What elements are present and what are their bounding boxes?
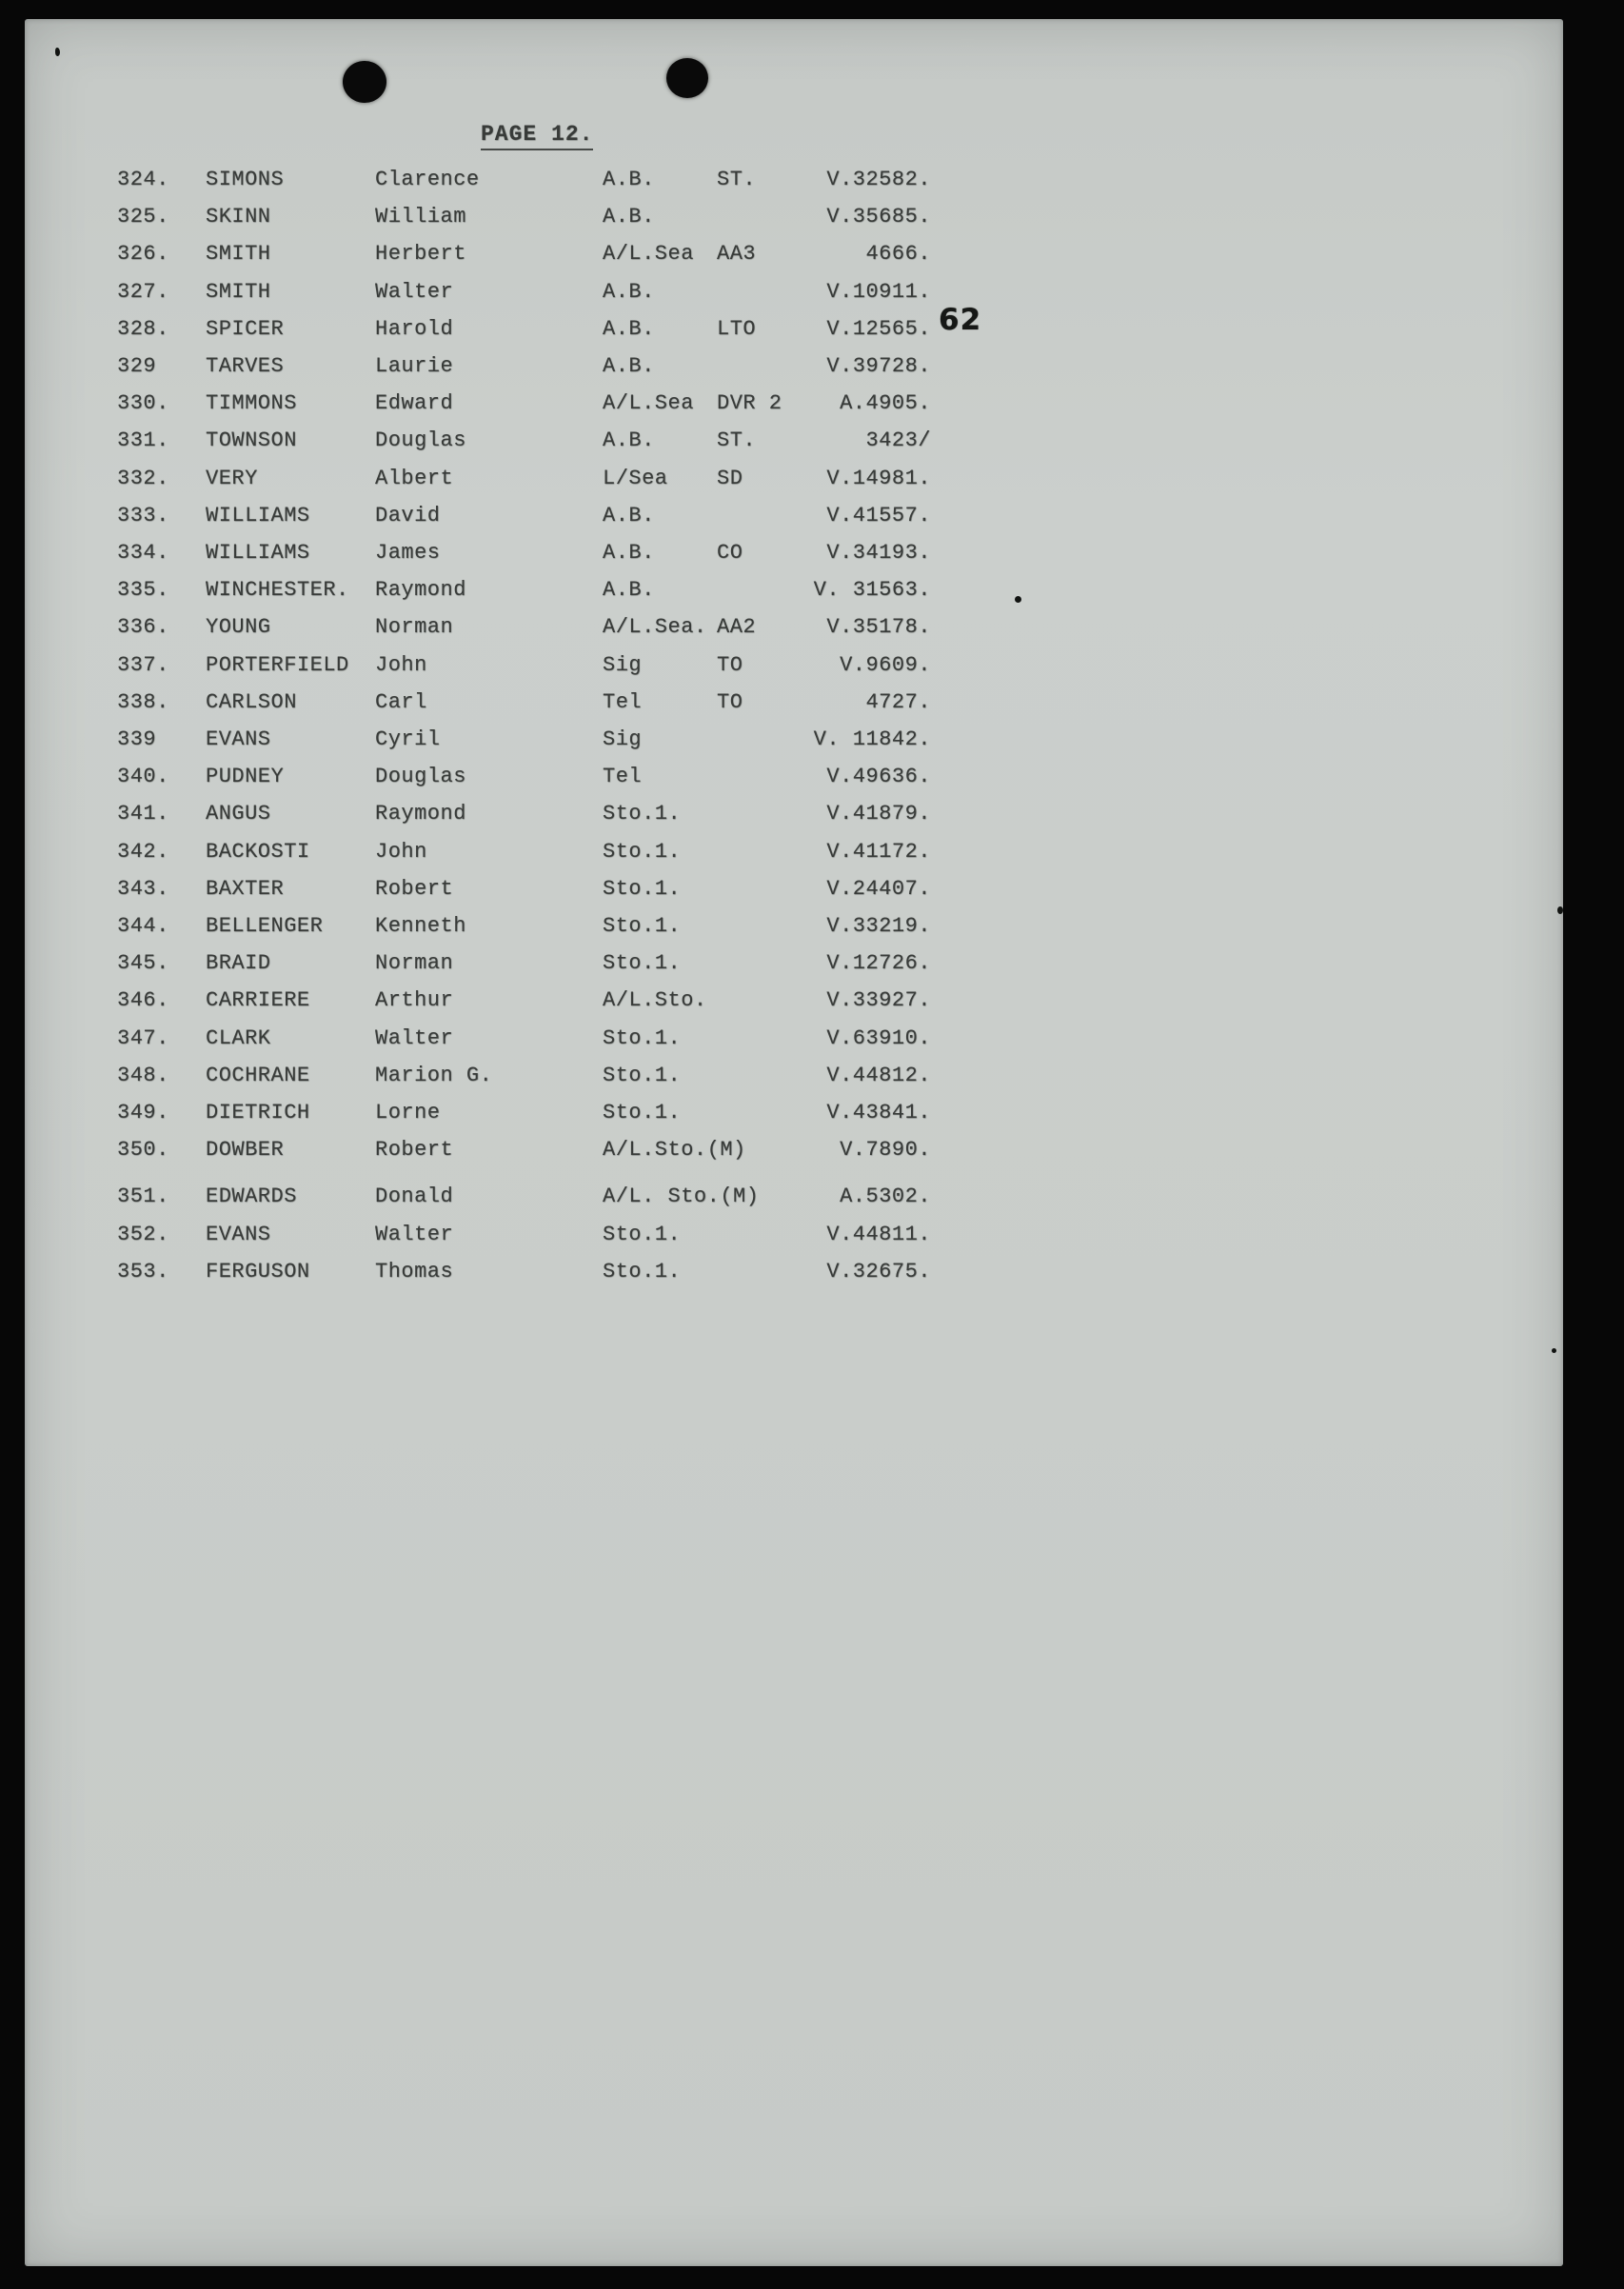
rank: A.B. [603,503,655,527]
service-number: 4666. [865,242,931,267]
table-row [25,951,1563,989]
surname: BRAID [206,951,271,976]
row-number: 347. [117,1025,169,1050]
surname: TOWNSON [206,428,297,453]
rank: A/L.Sea [603,391,694,416]
table-row [25,727,1563,766]
service-number: V.41172. [826,839,931,864]
first-name: Edward [375,391,454,416]
first-name: Cyril [375,727,441,751]
row-number: 338. [117,689,169,714]
surname: EVANS [206,1222,271,1246]
page-title: PAGE 12. [481,122,593,150]
first-name: James [375,541,441,565]
rank: Sto.1. [603,1259,682,1284]
first-name: Thomas [375,1259,454,1284]
row-number: 331. [117,428,169,453]
first-name: Norman [375,615,454,640]
table-row [25,391,1563,429]
service-number: V.49636. [826,765,931,789]
row-number: 353. [117,1259,169,1284]
first-name: John [375,839,427,864]
table-row [25,317,1563,355]
row-number: 334. [117,541,169,565]
surname: BELLENGER [206,914,324,938]
first-name: Laurie [375,354,454,378]
service-number: V.12565. [826,316,931,341]
surname: SKINN [206,205,271,229]
handwritten-page-number: 62 [939,303,982,337]
surname: SIMONS [206,168,285,191]
rank: A.B. [603,279,655,304]
service-number: V.41557. [826,503,931,527]
ink-speck [1015,596,1021,603]
rank: A.B. [603,168,655,191]
surname: DIETRICH [206,1101,310,1125]
surname: PUDNEY [206,765,285,789]
rank: A.B. [603,428,655,453]
service-number: V.32675. [826,1259,931,1284]
service-number: V. 31563. [813,578,931,603]
service-number: V.39728. [826,354,931,378]
row-number: 345. [117,951,169,976]
row-number: 328. [117,316,169,341]
row-number: 339 [117,727,157,751]
table-row [25,653,1563,691]
first-name: Walter [375,279,454,304]
row-number: 327. [117,279,169,304]
surname: WILLIAMS [206,541,310,565]
table-row [25,467,1563,505]
notes: SD [717,466,743,490]
table-row [25,1064,1563,1102]
service-number: V.7890. [840,1138,931,1163]
row-number: 325. [117,205,169,229]
rank: Sto.1. [603,914,682,938]
row-number: 351. [117,1184,169,1209]
rank: A.B. [603,316,655,341]
surname: CLARK [206,1025,271,1050]
first-name: Kenneth [375,914,466,938]
row-number: 332. [117,466,169,490]
table-row [25,280,1563,318]
rank: Sig [603,727,643,751]
service-number: V.34193. [826,541,931,565]
row-number: 344. [117,914,169,938]
first-name: Robert [375,876,454,901]
table-row [25,1223,1563,1261]
first-name: Raymond [375,578,466,603]
rank: Sto.1. [603,839,682,864]
service-number: V.32582. [826,168,931,191]
surname: SMITH [206,279,271,304]
row-number: 329 [117,354,157,378]
notes: AA3 [717,242,757,267]
table-row [25,615,1563,653]
surname: BACKOSTI [206,839,310,864]
surname: TIMMONS [206,391,297,416]
service-number: V.33219. [826,914,931,938]
first-name: John [375,652,427,677]
surname: FERGUSON [206,1259,310,1284]
table-row [25,354,1563,392]
table-row [25,914,1563,952]
surname: BAXTER [206,876,285,901]
surname: CARRIERE [206,988,310,1013]
row-number: 330. [117,391,169,416]
scanned-page [25,19,1563,2266]
table-row [25,802,1563,840]
table-row [25,168,1563,206]
first-name: William [375,205,466,229]
table-row [25,1138,1563,1176]
service-number: V.12726. [826,951,931,976]
rank: Sto.1. [603,1063,682,1087]
table-row [25,242,1563,280]
row-number: 324. [117,168,169,191]
roster-table [25,19,1563,2266]
first-name: Harold [375,316,454,341]
notes: ST. [717,428,757,453]
rank: A.B. [603,205,655,229]
first-name: Douglas [375,428,466,453]
notes: ST. [717,168,757,191]
notes: CO [717,541,743,565]
service-number: V.44811. [826,1222,931,1246]
rank: A/L.Sea [603,242,694,267]
surname: COCHRANE [206,1063,310,1087]
first-name: David [375,503,441,527]
notes: TO [717,652,743,677]
surname: CARLSON [206,689,297,714]
table-row [25,1184,1563,1223]
surname: EVANS [206,727,271,751]
first-name: Carl [375,689,427,714]
rank: A/L.Sea. [603,615,707,640]
table-row [25,428,1563,467]
first-name: Clarence [375,168,480,191]
notes: AA2 [717,615,757,640]
service-number: A.5302. [840,1184,931,1209]
rank: A.B. [603,541,655,565]
row-number: 348. [117,1063,169,1087]
service-number: V.43841. [826,1101,931,1125]
row-number: 335. [117,578,169,603]
service-number: V.35685. [826,205,931,229]
rank: A/L.Sto. [603,988,707,1013]
table-row [25,690,1563,728]
table-row [25,504,1563,542]
first-name: Lorne [375,1101,441,1125]
service-number: V.9609. [840,652,931,677]
first-name: Walter [375,1025,454,1050]
notes: DVR 2 [717,391,782,416]
rank: Sig [603,652,643,677]
notes: TO [717,689,743,714]
table-row [25,988,1563,1026]
row-number: 340. [117,765,169,789]
rank: Sto.1. [603,802,682,826]
first-name: Marion G. [375,1063,493,1087]
rank: Sto.1. [603,1222,682,1246]
table-row [25,205,1563,243]
service-number: V. 11842. [813,727,931,751]
rank: A.B. [603,354,655,378]
surname: YOUNG [206,615,271,640]
service-number: V.24407. [826,876,931,901]
service-number: V.33927. [826,988,931,1013]
row-number: 346. [117,988,169,1013]
surname: SPICER [206,316,285,341]
rank: Sto.1. [603,1025,682,1050]
surname: WILLIAMS [206,503,310,527]
table-row [25,877,1563,915]
table-row [25,541,1563,579]
rank: L/Sea [603,466,668,490]
ink-speck [1557,906,1563,914]
table-row [25,1260,1563,1298]
row-number: 342. [117,839,169,864]
ink-speck [55,48,60,56]
row-number: 333. [117,503,169,527]
rank: Sto.1. [603,1101,682,1125]
surname: VERY [206,466,258,490]
surname: SMITH [206,242,271,267]
surname: TARVES [206,354,285,378]
row-number: 326. [117,242,169,267]
rank: Tel [603,689,643,714]
row-number: 352. [117,1222,169,1246]
table-row [25,1026,1563,1065]
first-name: Arthur [375,988,454,1013]
first-name: Donald [375,1184,454,1209]
service-number: V.14981. [826,466,931,490]
rank: Sto.1. [603,876,682,901]
row-number: 349. [117,1101,169,1125]
row-number: 343. [117,876,169,901]
table-row [25,765,1563,803]
row-number: 336. [117,615,169,640]
first-name: Norman [375,951,454,976]
row-number: 350. [117,1138,169,1163]
service-number: V.63910. [826,1025,931,1050]
rank: Tel [603,765,643,789]
service-number: 3423/ [865,428,931,453]
first-name: Albert [375,466,454,490]
service-number: A.4905. [840,391,931,416]
ink-speck [1552,1348,1556,1353]
service-number: V.35178. [826,615,931,640]
surname: PORTERFIELD [206,652,349,677]
row-number: 341. [117,802,169,826]
surname: WINCHESTER. [206,578,349,603]
first-name: Herbert [375,242,466,267]
service-number: V.44812. [826,1063,931,1087]
first-name: Raymond [375,802,466,826]
rank: Sto.1. [603,951,682,976]
table-row [25,1101,1563,1139]
rank: A.B. [603,578,655,603]
surname: DOWBER [206,1138,285,1163]
rank: A/L.Sto.(M) [603,1138,746,1163]
surname: EDWARDS [206,1184,297,1209]
table-row [25,840,1563,878]
first-name: Douglas [375,765,466,789]
row-number: 337. [117,652,169,677]
first-name: Robert [375,1138,454,1163]
first-name: Walter [375,1222,454,1246]
table-row [25,578,1563,616]
service-number: V.10911. [826,279,931,304]
rank: A/L. Sto.(M) [603,1184,760,1209]
surname: ANGUS [206,802,271,826]
service-number: V.41879. [826,802,931,826]
notes: LTO [717,316,757,341]
service-number: 4727. [865,689,931,714]
